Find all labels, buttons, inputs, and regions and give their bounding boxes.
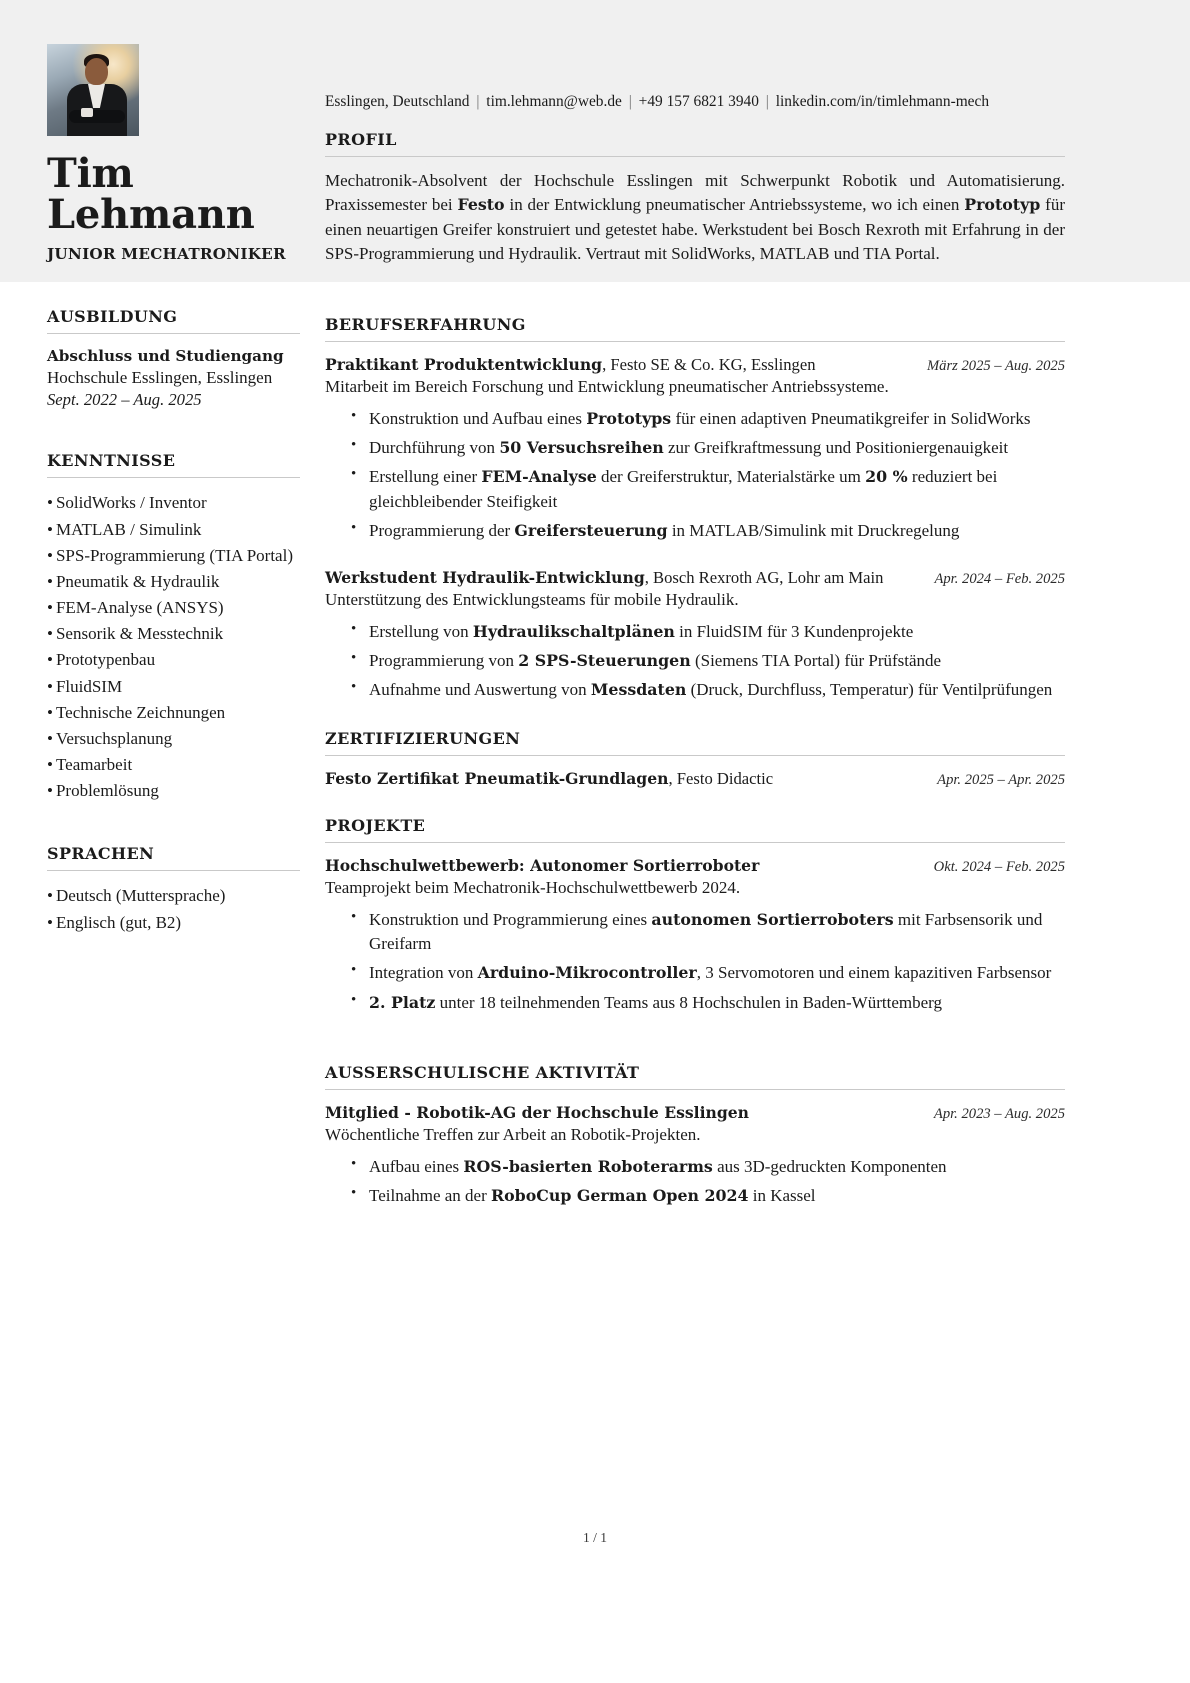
entry-bullet: • Durchführung von 50 Versuchsreihen zur Greifkraftmessung und Positioniergenauigkeit: [351, 436, 1065, 460]
contact-location: Esslingen, Deutschland: [325, 93, 470, 110]
education-school: Hochschule Esslingen, Esslingen: [47, 367, 273, 387]
entry-bullet: • 2. Platz unter 18 teilnehmenden Teams aus 8 Hochschulen in Baden-Württemberg: [351, 991, 1065, 1015]
language-item: [47, 883, 300, 909]
bullet-glyph: •: [47, 781, 53, 801]
contact-separator: |: [476, 93, 480, 110]
skill-item-label: FluidSIM: [55, 676, 123, 696]
certification-entries: [325, 768, 1065, 790]
section-languages: [47, 844, 300, 935]
profile-text: Mechatronik-Absolvent der Hochschule Esslingen mit Schwerpunkt Robotik und Automatisierung. Praxissemester bei Festo in der Entwicklung pneumatischer Antriebssysteme, wo ich einen Prototyp für einen neuartigen Greifer konstruiert und getestet habe. Werkstudent bei Bosch Rexroth mit Erfahrung in der SPS-Programmierung und Hydraulik. Vertraut mit SolidWorks, MATLAB und TIA Portal.: [325, 171, 1066, 264]
section-certifications: [325, 729, 1065, 790]
entry-summary: Unterstützung des Entwicklungsteams für mobile Hydraulik.: [325, 590, 739, 610]
skill-item: [47, 621, 300, 647]
skill-item-label: Technische Zeichnungen: [55, 702, 226, 722]
language-item: [47, 910, 300, 936]
entry-title-primary: Werkstudent Hydraulik-Entwicklung: [325, 567, 645, 587]
bullet-glyph: •: [47, 728, 53, 748]
skills-list: [47, 490, 300, 804]
page-title: [47, 150, 300, 238]
section-extracurricular: [325, 1063, 1065, 1209]
skill-item-label: SPS-Programmierung (TIA Portal): [55, 545, 293, 565]
bullet-glyph: •: [47, 912, 53, 932]
entry-title: [325, 567, 924, 589]
entry-bullet: • Aufnahme und Auswertung von Messdaten (Druck, Durchfluss, Temperatur) für Ventilprüfungen: [351, 678, 1065, 702]
section-projects: [325, 816, 1065, 1015]
entry-bullet-list: [325, 620, 1065, 702]
section-heading-profile: PROFIL: [325, 130, 397, 149]
section-experience: [325, 315, 1065, 703]
contact-phone[interactable]: +49 157 6821 3940: [638, 93, 759, 110]
entry-header: [325, 768, 1065, 790]
entry-title-secondary: , Festo Didactic: [668, 768, 774, 788]
skill-item: [47, 517, 300, 543]
entry-bullet: • Aufbau eines ROS-basierten Roboterarms aus 3D-gedruckten Komponenten: [351, 1155, 1065, 1179]
extracurricular-entry: [325, 1102, 1065, 1209]
skill-item: [47, 595, 300, 621]
skill-item-label: Prototypenbau: [55, 650, 156, 670]
contact-line: [325, 92, 1070, 112]
section-education: [47, 307, 300, 412]
languages-list: [47, 883, 300, 935]
skill-item-label: FEM-Analyse (ANSYS): [55, 598, 224, 618]
bullet-glyph: •: [47, 571, 53, 591]
last-name: Lehmann: [47, 190, 255, 238]
bullet-glyph: •: [47, 624, 53, 644]
experience-entries: [325, 354, 1065, 703]
section-heading-education: AUSBILDUNG: [47, 306, 178, 326]
section-skills: [47, 451, 300, 804]
bullet-glyph: •: [47, 598, 53, 618]
divider: [325, 156, 1065, 157]
job-title: JUNIOR MECHATRONIKER: [47, 244, 286, 263]
bullet-glyph: •: [47, 650, 53, 670]
extracurricular-entries: [325, 1102, 1065, 1209]
divider: [325, 1089, 1065, 1090]
language-item-label: Englisch (gut, B2): [55, 912, 182, 932]
entry-bullet: • Programmierung von 2 SPS-Steuerungen (Siemens TIA Portal) für Prüfstände: [351, 649, 1065, 673]
bullet-glyph: •: [47, 755, 53, 775]
experience-entry: [325, 567, 1065, 703]
skill-item: [47, 726, 300, 752]
entry-title-secondary: , Bosch Rexroth AG, Lohr am Main: [644, 567, 884, 587]
entry-bullet: • Integration von Arduino-Mikrocontroller, 3 Servomotoren und einem kapazitiven Farbsensor: [351, 961, 1065, 985]
entry-title-primary: Hochschulwettbewerb: Autonomer Sortierroboter: [325, 855, 760, 875]
contact-linkedin[interactable]: linkedin.com/in/timlehmann-mech: [775, 93, 990, 110]
entry-title-primary: Festo Zertifikat Pneumatik-Grundlagen: [325, 768, 669, 788]
first-name: Tim: [47, 150, 134, 197]
page-footer: 1 / 1: [582, 1530, 607, 1545]
entry-title-primary: Mitglied - Robotik-AG der Hochschule Esslingen: [325, 1102, 750, 1122]
skill-item-label: MATLAB / Simulink: [55, 519, 202, 539]
skill-item-label: Problemlösung: [55, 781, 159, 801]
section-heading-projects: PROJEKTE: [325, 815, 426, 835]
entry-bullet: • Programmierung der Greifersteuerung in MATLAB/Simulink mit Druckregelung: [351, 519, 1065, 543]
section-heading-languages: SPRACHEN: [47, 844, 155, 864]
entry-title-primary: Praktikant Produktentwicklung: [325, 354, 603, 374]
skill-item-label: Versuchsplanung: [55, 728, 173, 748]
divider: [325, 341, 1065, 342]
entry-date: März 2025 – Aug. 2025: [927, 357, 1065, 374]
section-heading-certifications: ZERTIFIZIERUNGEN: [325, 728, 521, 748]
certification-entry: [325, 768, 1065, 790]
skill-item: [47, 674, 300, 700]
entry-date: Apr. 2023 – Aug. 2025: [933, 1105, 1065, 1122]
section-profile: [325, 130, 1065, 267]
skill-item: [47, 569, 300, 595]
divider: [47, 333, 300, 334]
entry-date: Okt. 2024 – Feb. 2025: [933, 858, 1065, 875]
bullet-glyph: •: [47, 886, 53, 906]
bullet-glyph: •: [47, 676, 53, 696]
entry-header: [325, 1102, 1065, 1124]
bullet-glyph: •: [47, 519, 53, 539]
divider: [325, 755, 1065, 756]
project-entry: [325, 855, 1065, 1015]
entry-bullet: • Konstruktion und Programmierung eines autonomen Sortierroboters mit Farbsensorik und Greifarm: [351, 908, 1065, 956]
entry-summary: Wöchentliche Treffen zur Arbeit an Robotik-Projekten.: [325, 1124, 701, 1144]
skill-item: [47, 778, 300, 804]
sidebar: [47, 44, 300, 936]
entry-header: [325, 567, 1065, 589]
entry-header: [325, 855, 1065, 877]
bullet-glyph: •: [47, 545, 53, 565]
project-entries: [325, 855, 1065, 1015]
avatar: [47, 44, 139, 136]
entry-title: [325, 354, 917, 376]
entry-header: [325, 354, 1065, 376]
section-heading-extracurricular: AUSSERSCHULISCHE AKTIVITÄT: [325, 1062, 640, 1082]
entry-summary: Teamprojekt beim Mechatronik-Hochschulwettbewerb 2024.: [325, 878, 741, 898]
entry-bullet-list: [325, 1155, 1065, 1208]
section-heading-experience: BERUFSERFAHRUNG: [325, 314, 526, 334]
skill-item-label: Sensorik & Messtechnik: [55, 624, 224, 644]
entry-bullet: • Konstruktion und Aufbau eines Prototyps für einen adaptiven Pneumatikgreifer in SolidWorks: [351, 407, 1065, 431]
entry-title-secondary: , Festo SE & Co. KG, Esslingen: [602, 354, 816, 374]
entry-date: Apr. 2025 – Apr. 2025: [937, 771, 1065, 788]
entry-summary: Mitarbeit im Bereich Forschung und Entwicklung pneumatischer Antriebssysteme.: [325, 377, 889, 397]
entry-title: [325, 855, 924, 877]
bullet-glyph: •: [47, 702, 53, 722]
skill-item: [47, 647, 300, 673]
skill-item-label: SolidWorks / Inventor: [55, 493, 207, 513]
education-degree: Abschluss und Studiengang: [47, 346, 284, 365]
skill-item: [47, 752, 300, 778]
entry-bullet: • Erstellung einer FEM-Analyse der Greiferstruktur, Materialstärke um 20 % reduziert bei gleichbleibender Steifigkeit: [351, 465, 1065, 513]
bullet-glyph: •: [47, 493, 53, 513]
education-date: Sept. 2022 – Aug. 2025: [47, 389, 202, 409]
entry-bullet-list: [325, 407, 1065, 543]
contact-separator: |: [765, 93, 769, 110]
skill-item: [47, 700, 300, 726]
divider: [47, 477, 300, 478]
entry-title: [325, 768, 927, 790]
skill-item-label: Teamarbeit: [55, 755, 133, 775]
contact-separator: |: [628, 93, 632, 110]
entry-title: [325, 1102, 924, 1124]
contact-email[interactable]: tim.lehmann@web.de: [486, 93, 622, 110]
entry-bullet: • Teilnahme an der RoboCup German Open 2024 in Kassel: [351, 1184, 1065, 1208]
language-item-label: Deutsch (Muttersprache): [55, 886, 226, 906]
skill-item: [47, 543, 300, 569]
section-heading-skills: KENNTNISSE: [47, 451, 176, 471]
divider: [47, 870, 300, 871]
experience-entry: [325, 354, 1065, 543]
entry-date: Apr. 2024 – Feb. 2025: [934, 570, 1065, 587]
skill-item: [47, 490, 300, 516]
divider: [325, 842, 1065, 843]
main-content: [325, 130, 1065, 1234]
skill-item-label: Pneumatik & Hydraulik: [55, 571, 220, 591]
entry-bullet: • Erstellung von Hydraulikschaltplänen in FluidSIM für 3 Kundenprojekte: [351, 620, 1065, 644]
entry-bullet-list: [325, 908, 1065, 1015]
